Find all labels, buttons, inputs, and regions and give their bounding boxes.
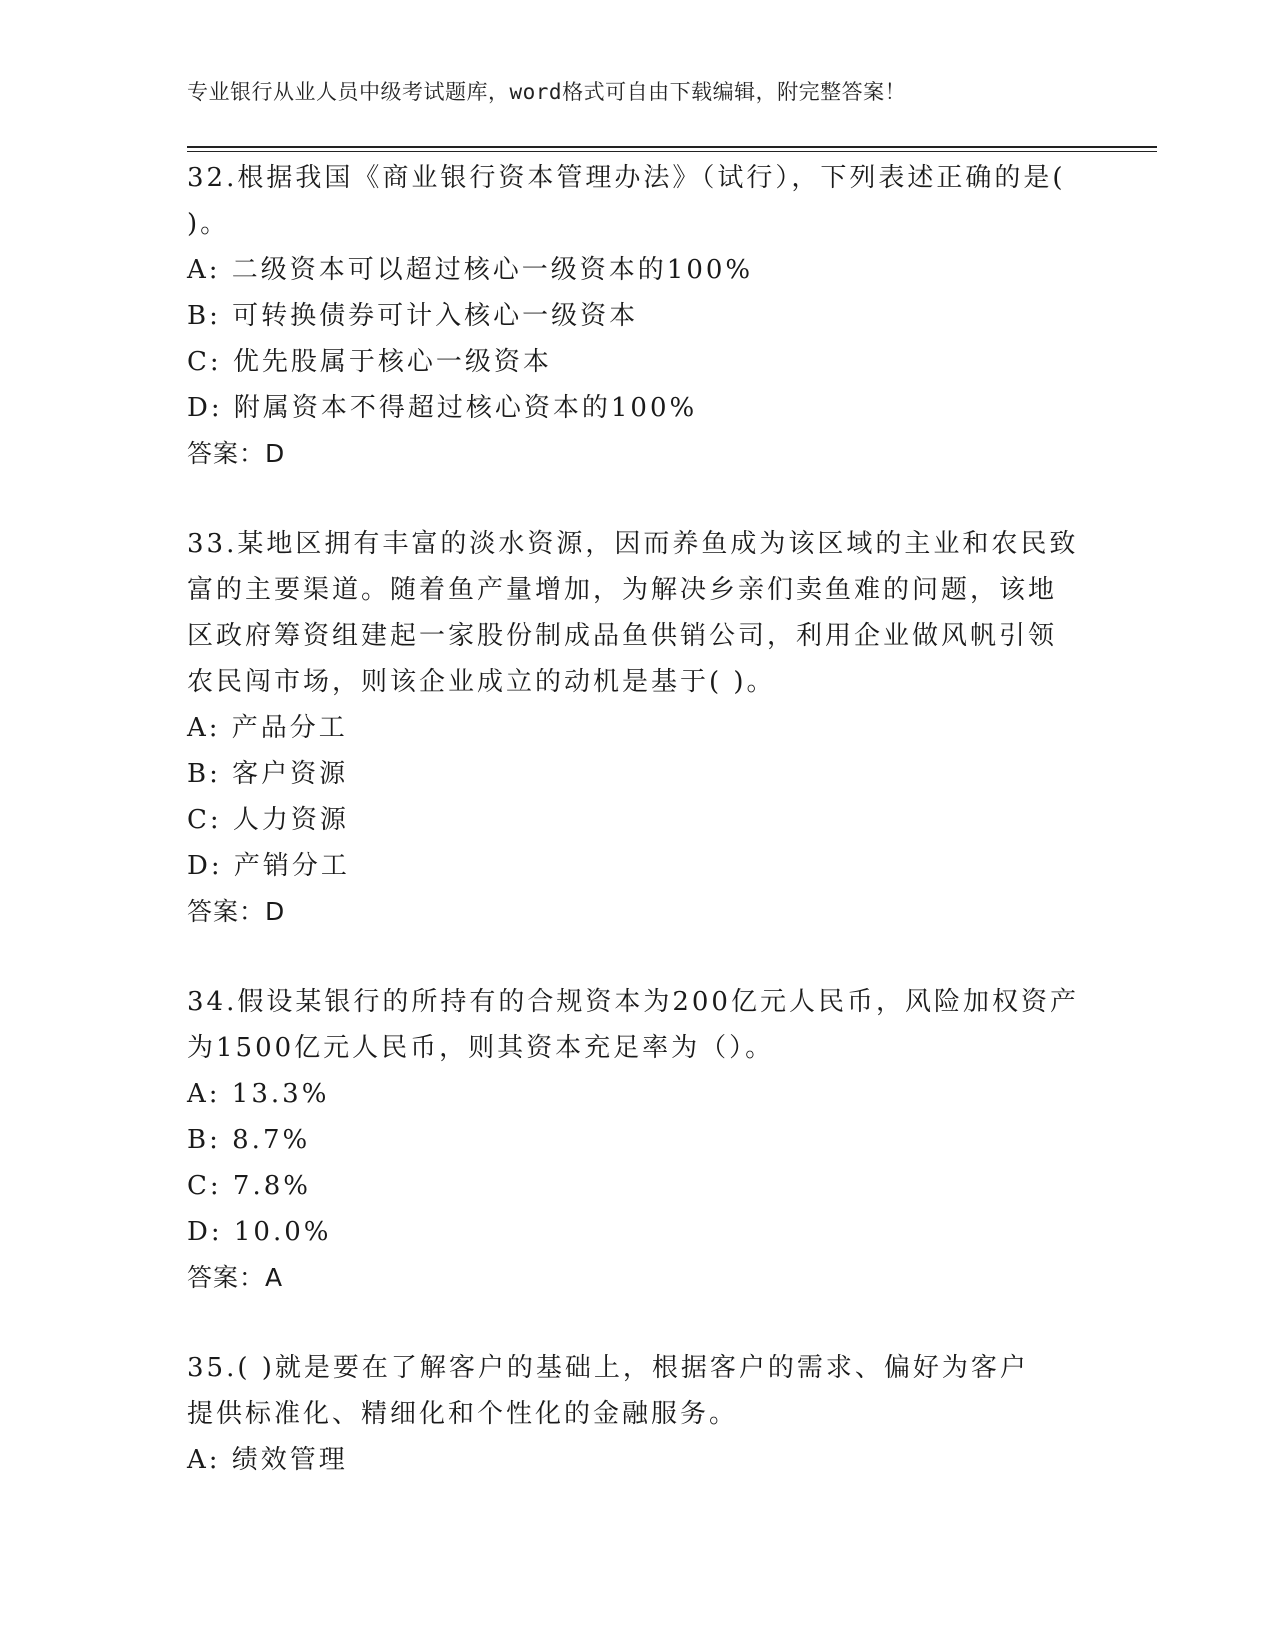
question-stem: 富的主要渠道。随着鱼产量增加，为解决乡亲们卖鱼难的问题，该地: [187, 575, 1058, 605]
answer-label: 答案：A: [187, 1263, 284, 1292]
question-stem: 区政府筹资组建起一家股份制成品鱼供销公司，利用企业做风帆引领: [187, 621, 1058, 651]
option-c: C: 人力资源: [187, 805, 349, 835]
header-rule-thick: [187, 146, 1157, 148]
question-stem: 农民闯市场，则该企业成立的动机是基于( )。: [187, 667, 776, 697]
question-stem: 35.( )就是要在了解客户的基础上，根据客户的需求、偏好为客户: [187, 1353, 1029, 1383]
question-stem: )。: [187, 209, 230, 239]
option-b: B: 可转换债券可计入核心一级资本: [187, 301, 639, 331]
question-stem: 34.假设某银行的所持有的合规资本为200亿元人民币，风险加权资产: [187, 987, 1079, 1017]
question-stem: 为1500亿元人民币，则其资本充足率为（）。: [187, 1033, 775, 1063]
header-rule-thin: [187, 151, 1157, 152]
option-a: A: 二级资本可以超过核心一级资本的100%: [187, 255, 754, 285]
option-d: D: 10.0%: [187, 1217, 332, 1247]
question-stem: 提供标准化、精细化和个性化的金融服务。: [187, 1399, 739, 1429]
option-c: C: 优先股属于核心一级资本: [187, 347, 552, 377]
question-32: [187, 155, 1087, 477]
option-d: D: 产销分工: [187, 851, 350, 881]
option-c: C: 7.8%: [187, 1171, 311, 1201]
page-header: 专业银行从业人员中级考试题库，word格式可自由下载编辑，附完整答案！: [187, 80, 907, 104]
question-list: [187, 155, 1087, 1527]
option-b: B: 8.7%: [187, 1125, 311, 1155]
question-34: [187, 979, 1087, 1301]
option-a: A: 产品分工: [187, 713, 348, 743]
option-d: D: 附属资本不得超过核心资本的100%: [187, 393, 698, 423]
answer-label: 答案：D: [187, 439, 286, 468]
option-b: B: 客户资源: [187, 759, 349, 789]
answer-label: 答案：D: [187, 897, 286, 926]
question-stem: 33.某地区拥有丰富的淡水资源，因而养鱼成为该区域的主业和农民致: [187, 529, 1079, 559]
option-a: A: 13.3%: [187, 1079, 330, 1109]
question-stem: 32.根据我国《商业银行资本管理办法》（试行），下列表述正确的是(: [187, 163, 1066, 193]
option-a: A: 绩效管理: [187, 1445, 348, 1475]
question-33: [187, 521, 1087, 935]
question-35: [187, 1345, 1087, 1483]
